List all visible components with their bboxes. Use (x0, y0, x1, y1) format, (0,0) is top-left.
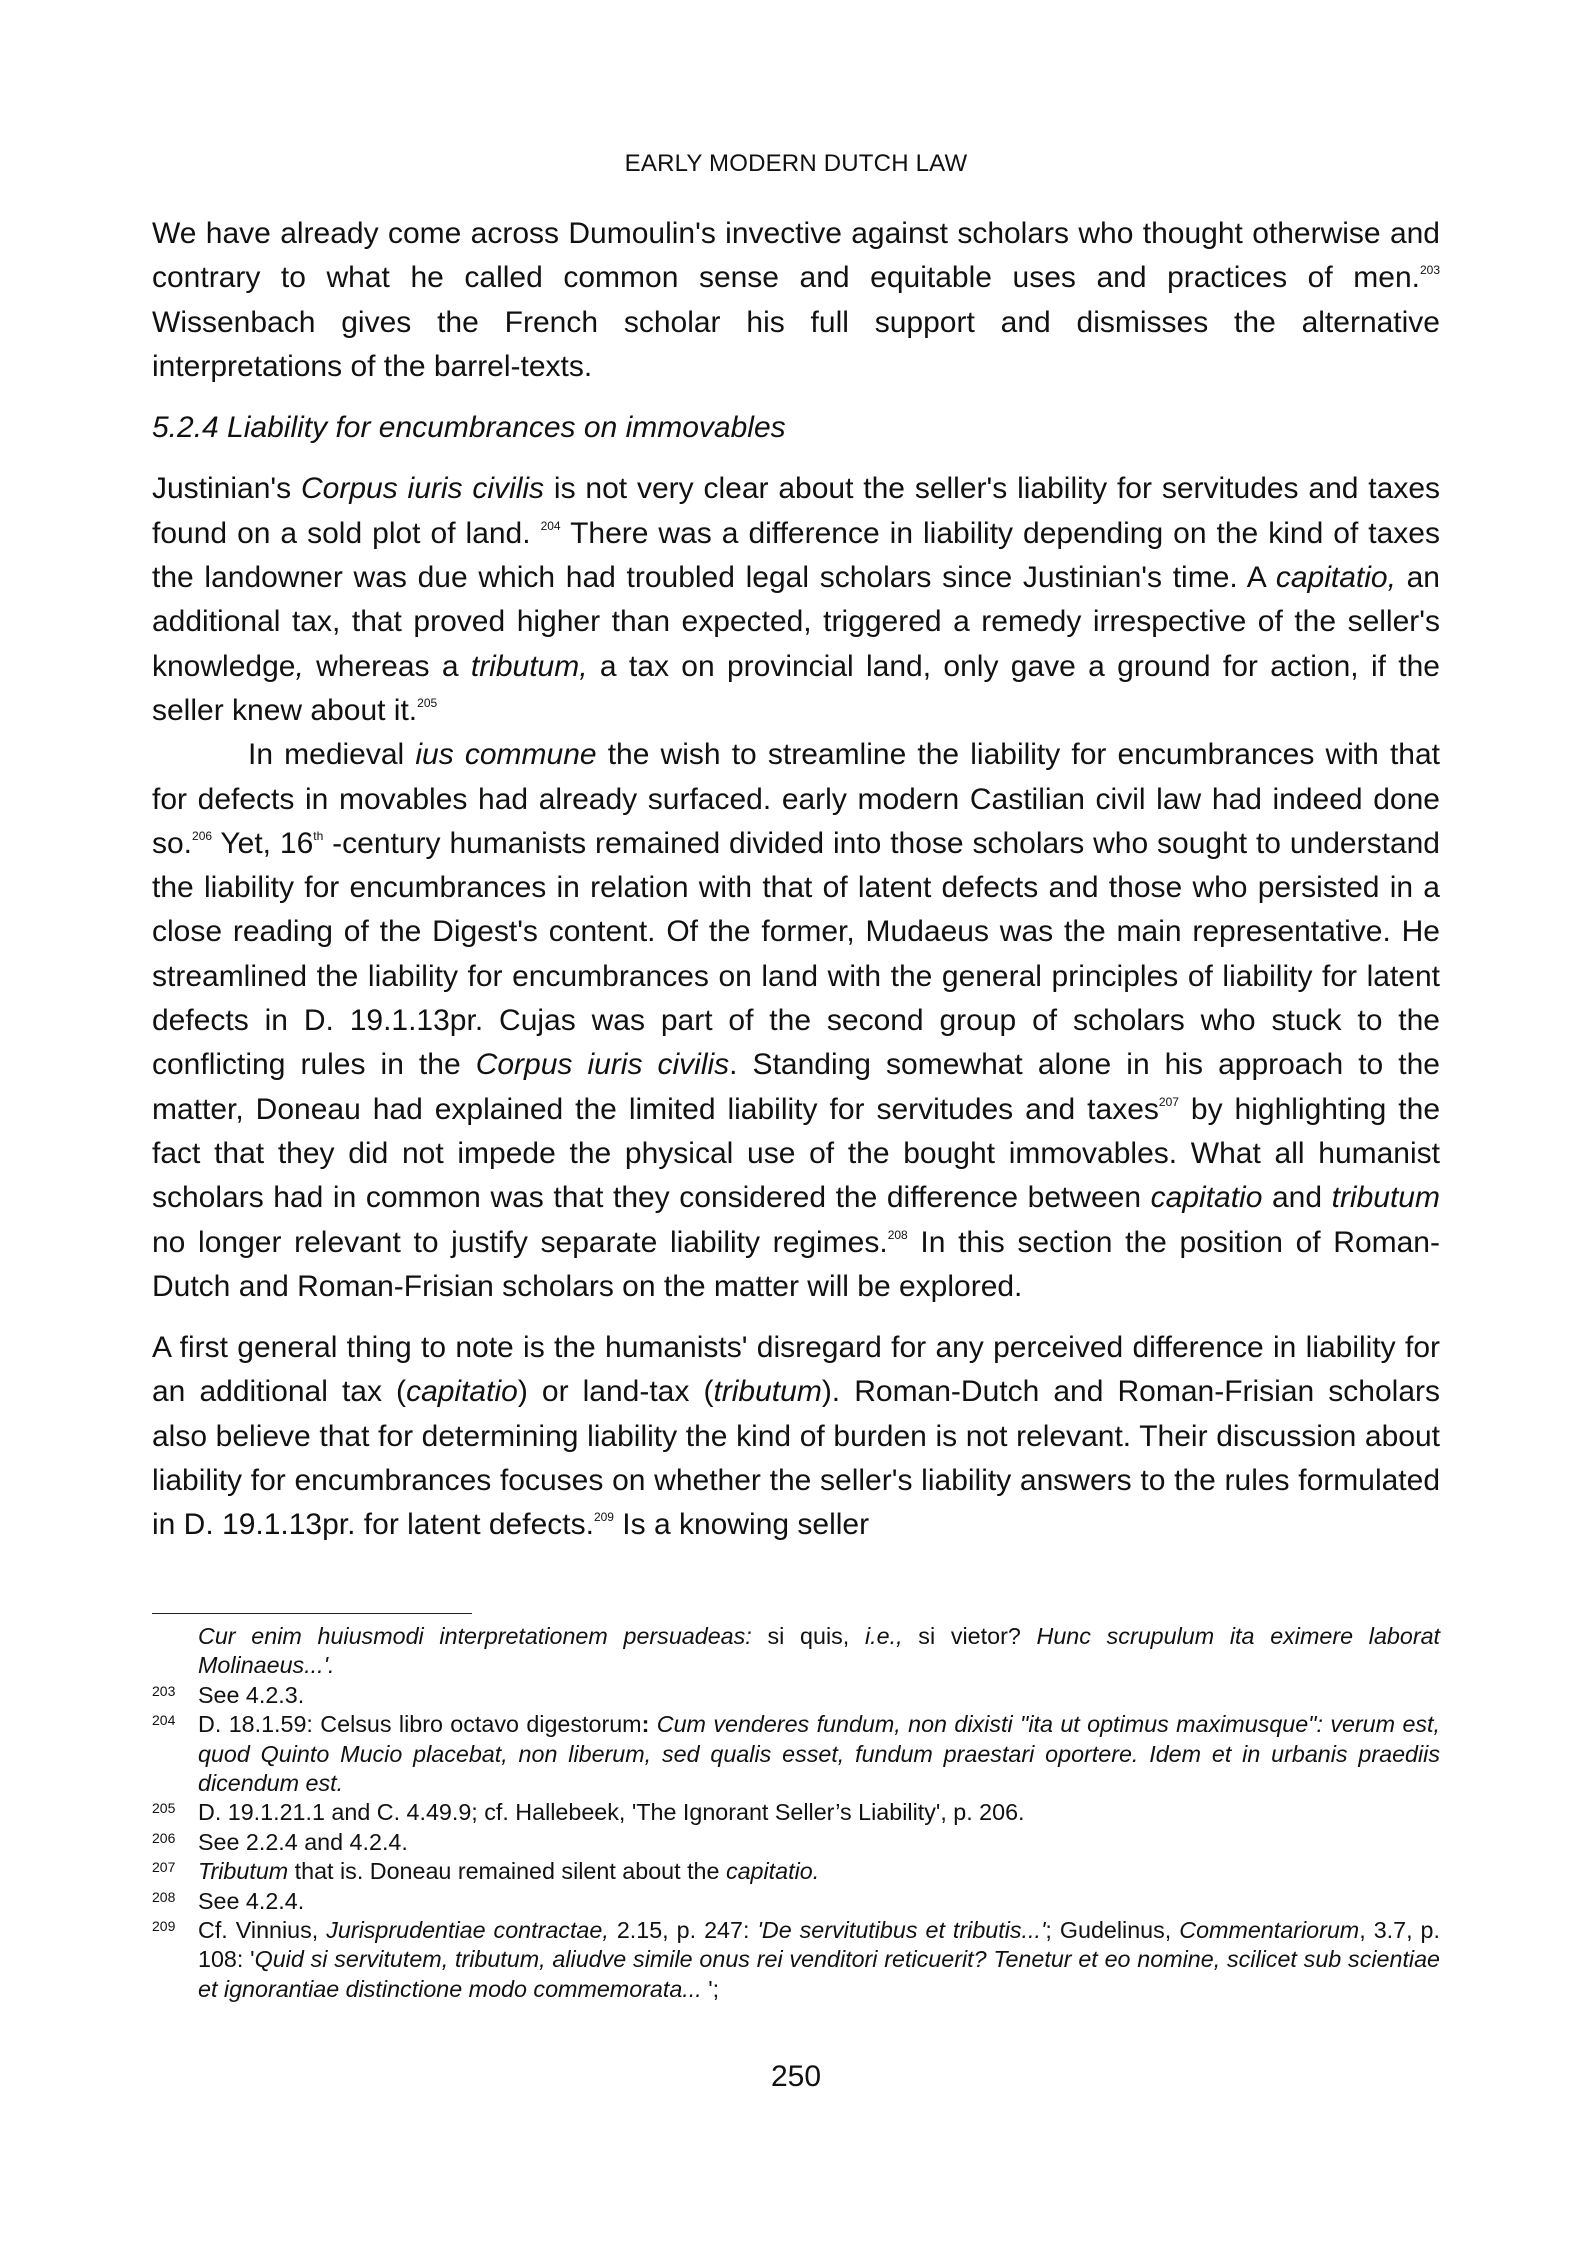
paragraph-4: A first general thing to note is the humanists' disregard for any perceived difference in liability for an additional tax (capitatio) or land-tax (tributum). Roman-Dutch and Roman-Frisian scholars also believe that for determining liability the kind of burden is not relevant. Their discussion about liability for encumbrances focuses on whether the seller's liability answers to the rules formulated in D. 19.1.13pr. for latent defects.$^{209}$ Is a knowing seller (152, 1331, 1440, 1542)
footnote-ref-208[interactable]: 208 (887, 1227, 908, 1242)
footnote-ref-206[interactable]: 206 (192, 828, 213, 843)
footnote-ref-203[interactable]: 203 (1419, 263, 1440, 278)
footnote-207: 207 Tributum that is. Doneau remained silent about the capitatio. (152, 1858, 820, 1885)
footnote-ref-205[interactable]: 205 (417, 695, 438, 710)
page-number: 250 (770, 2060, 822, 2093)
footnote-209: 209 Cf. Vinnius, Jurisprudentiae contractae, 2.15, p. 247: 'De servitutibus et tributis...'; Gudelinus, Commentariorum, 3.7, p. 108: 'Quid si servitutem, tributum, aliudve simile onus rei venditori reticuerit? Tenetur et eo nomine, scilicet sub scientiae et ignorantiae distinctione modo commemorata... '; (152, 1917, 1441, 2002)
footnote-203: 203 See 4.2.3. (152, 1681, 305, 1708)
footnote-206: 206 See 2.2.4 and 4.2.4. (152, 1828, 408, 1855)
running-header: EARLY MODERN DUTCH LAW (624, 150, 968, 177)
footnote-208: 208 See 4.2.4. (152, 1887, 305, 1914)
footnotes (152, 1622, 1440, 2004)
paragraph-1: We have already come across Dumoulin's invective against scholars who thought otherwise and contrary to what he called common sense and equitable uses and practices of men.$^{203}$ Wissenbach gives the French scholar his full support and dismisses the alternative interpretations of the barrel-texts. (152, 217, 1440, 383)
section-heading: 5.2.4 Liability for encumbrances on immovables (152, 411, 786, 445)
footnote-ref-207[interactable]: 207 (1158, 1094, 1179, 1109)
paragraph-2: Justinian's Corpus iuris civilis is not very clear about the seller's liability for servitudes and taxes found on a sold plot of land. $^{204}$ There was a difference in liability depending on the kind of taxes the landowner was due which had troubled legal scholars since Justinian's time. A capitatio, an additional tax, that proved higher than expected, triggered a remedy irrespective of the seller's knowledge, whereas a tributum, a tax on provincial land, only gave a ground for action, if the seller knew about it.$^{205}$ (152, 472, 1441, 727)
footnote-ref-204[interactable]: 204 (540, 518, 561, 533)
footnote-204: 204 D. 18.1.59: Celsus libro octavo digestorum: Cum venderes fundum, non dixisti "ita ut optimus maximusque": verum est, quod Quinto Mucio placebat, non liberum, sed qualis esset, fundum praestari oportere. Idem et in urbanis praediis dicendum est. (152, 1711, 1440, 1797)
footnote-ref-209[interactable]: 209 (593, 1510, 614, 1525)
document-page (152, 0, 1440, 2250)
paragraph-3: In medieval ius commune the wish to streamline the liability for encumbrances with that for defects in movables had already surfaced. early modern Castilian civil law had indeed done so.$^{206}$ Yet, 16th -century humanists remained divided into those scholars who sought to understand the liability for encumbrances in relation with that of latent defects and those who persisted in a close reading of the Digest's content. Of the former, Mudaeus was the main representative. He streamlined the liability for encumbrances on land with the general principles of liability for latent defects in D. 19.1.13pr. Cujas was part of the second group of scholars who stuck to the conflicting rules in the Corpus iuris civilis. Standing somewhat alone in his approach to the matter, Doneau had explained the limited liability for servitudes and taxes$^{207}$ by highlighting the fact that they did not impede the physical use of the bought immovables. What all humanist scholars had in common was that they considered the difference between capitatio and tributum no longer relevant to justify separate liability regimes.$^{208}$ In this section the position of Roman-Dutch and Roman-Frisian scholars on the matter will be explored. (152, 738, 1441, 1303)
footnote-205: 205 D. 19.1.21.1 and C. 4.49.9; cf. Hallebeek, 'The Ignorant Seller’s Liability', p. 206. (152, 1799, 1025, 1826)
footnote-continuation: Cur enim huiusmodi interpretationem persuadeas: si quis, i.e., si vietor? Hunc scrupulum ita eximere laborat Molinaeus...'. (198, 1623, 1441, 1679)
footnote-separator (152, 1613, 472, 1614)
main-text (152, 212, 1440, 1548)
